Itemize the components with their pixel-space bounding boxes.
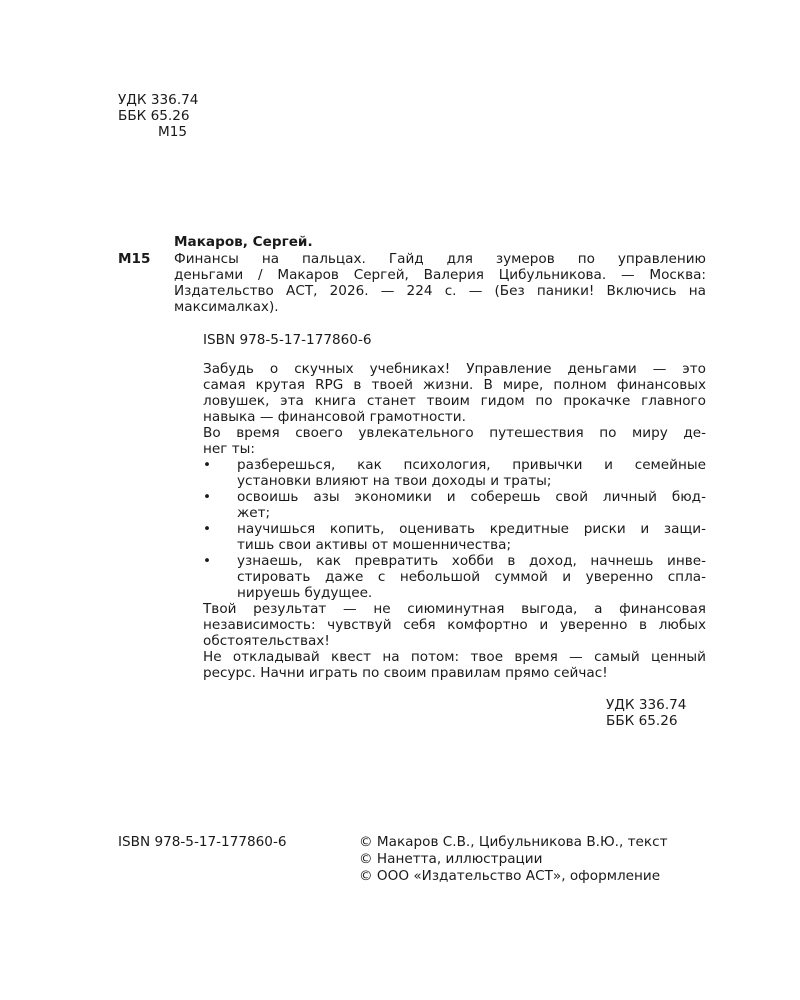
text-line: разберешься, как психология, привычки и семейные <box>237 457 706 473</box>
bullet-item <box>203 553 706 601</box>
text-line: независимость: чувствуй себя комфортно и уверенно в любых <box>203 617 706 633</box>
text-line: ресурс. Начни играть по своим правилам прямо сейчас! <box>203 665 608 681</box>
text-line: обстоятельствах! <box>203 633 330 649</box>
text-line: ловушек, эта книга станет твоим гидом по прокачке главного <box>203 393 706 409</box>
udk-code: УДК 336.74 <box>606 697 687 713</box>
bullet-icon: • <box>203 553 212 569</box>
bullet-item <box>203 521 706 553</box>
bibliography-line: максималках). <box>174 299 279 315</box>
text-line: Забудь о скучных учебниках! Управление деньгами — это <box>203 361 706 377</box>
copyright-line: © Нанетта, иллюстрации <box>359 851 543 867</box>
bullet-item <box>203 489 706 521</box>
copyright-line: © Макаров С.В., Цибульникова В.Ю., текст <box>359 834 668 850</box>
annotation <box>203 361 706 681</box>
bibliography-description <box>174 251 706 315</box>
bibliography-line: Издательство АСТ, 2026. — 224 с. — (Без паники! Включись на <box>174 283 706 299</box>
text-line: Твой результат — не сиюминутная выгода, а финансовая <box>203 601 706 617</box>
annotation-paragraph-3 <box>203 601 706 649</box>
text-line: жет; <box>237 505 271 521</box>
text-line: навыка — финансовой грамотности. <box>203 409 466 425</box>
footer-isbn: ISBN 978-5-17-177860-6 <box>118 834 287 850</box>
copyright-block <box>359 834 668 885</box>
bullet-item <box>203 457 706 489</box>
text-line: узнаешь, как превратить хобби в доход, начнешь инве- <box>237 553 706 569</box>
copyright-line: © ООО «Издательство АСТ», оформление <box>359 868 661 884</box>
bibliography-line: Финансы на пальцах. Гайд для зумеров по управлению <box>174 251 706 267</box>
udk-code: УДК 336.74 <box>118 92 199 108</box>
author-mark: М15 <box>158 124 188 140</box>
bibliography-author-mark: М15 <box>118 251 151 267</box>
text-line: нируешь будущее. <box>237 585 373 601</box>
classification-block-bottom <box>606 697 686 729</box>
isbn: ISBN 978-5-17-177860-6 <box>203 332 372 348</box>
bullet-icon: • <box>203 521 212 537</box>
bbk-code: ББК 65.26 <box>606 713 678 729</box>
classification-block-top <box>118 92 198 140</box>
text-line: самая крутая RPG в твоей жизни. В мире, полном финансовых <box>203 377 706 393</box>
text-line: Во время своего увлекательного путешествия по миру де- <box>203 425 706 441</box>
bullet-icon: • <box>203 457 212 473</box>
annotation-paragraph-4 <box>203 649 706 681</box>
text-line: освоишь азы экономики и соберешь свой личный бюд- <box>237 489 706 505</box>
annotation-paragraph-2 <box>203 425 706 457</box>
text-line: нег ты: <box>203 441 255 457</box>
annotation-paragraph-1 <box>203 361 706 425</box>
bullet-icon: • <box>203 489 212 505</box>
text-line: Не откладывай квест на потом: твое время — самый ценный <box>203 649 706 665</box>
text-line: установки влияют на твои доходы и траты; <box>237 473 552 489</box>
bibliography-line: деньгами / Макаров Сергей, Валерия Цибульникова. — Москва: <box>174 267 706 283</box>
text-line: научишься копить, оценивать кредитные риски и защи- <box>237 521 706 537</box>
bbk-code: ББК 65.26 <box>118 108 190 124</box>
text-line: стировать даже с небольшой суммой и уверенно спла- <box>237 569 706 585</box>
text-line: тишь свои активы от мошенничества; <box>237 537 512 553</box>
bibliography-author: Макаров, Сергей. <box>174 234 313 250</box>
